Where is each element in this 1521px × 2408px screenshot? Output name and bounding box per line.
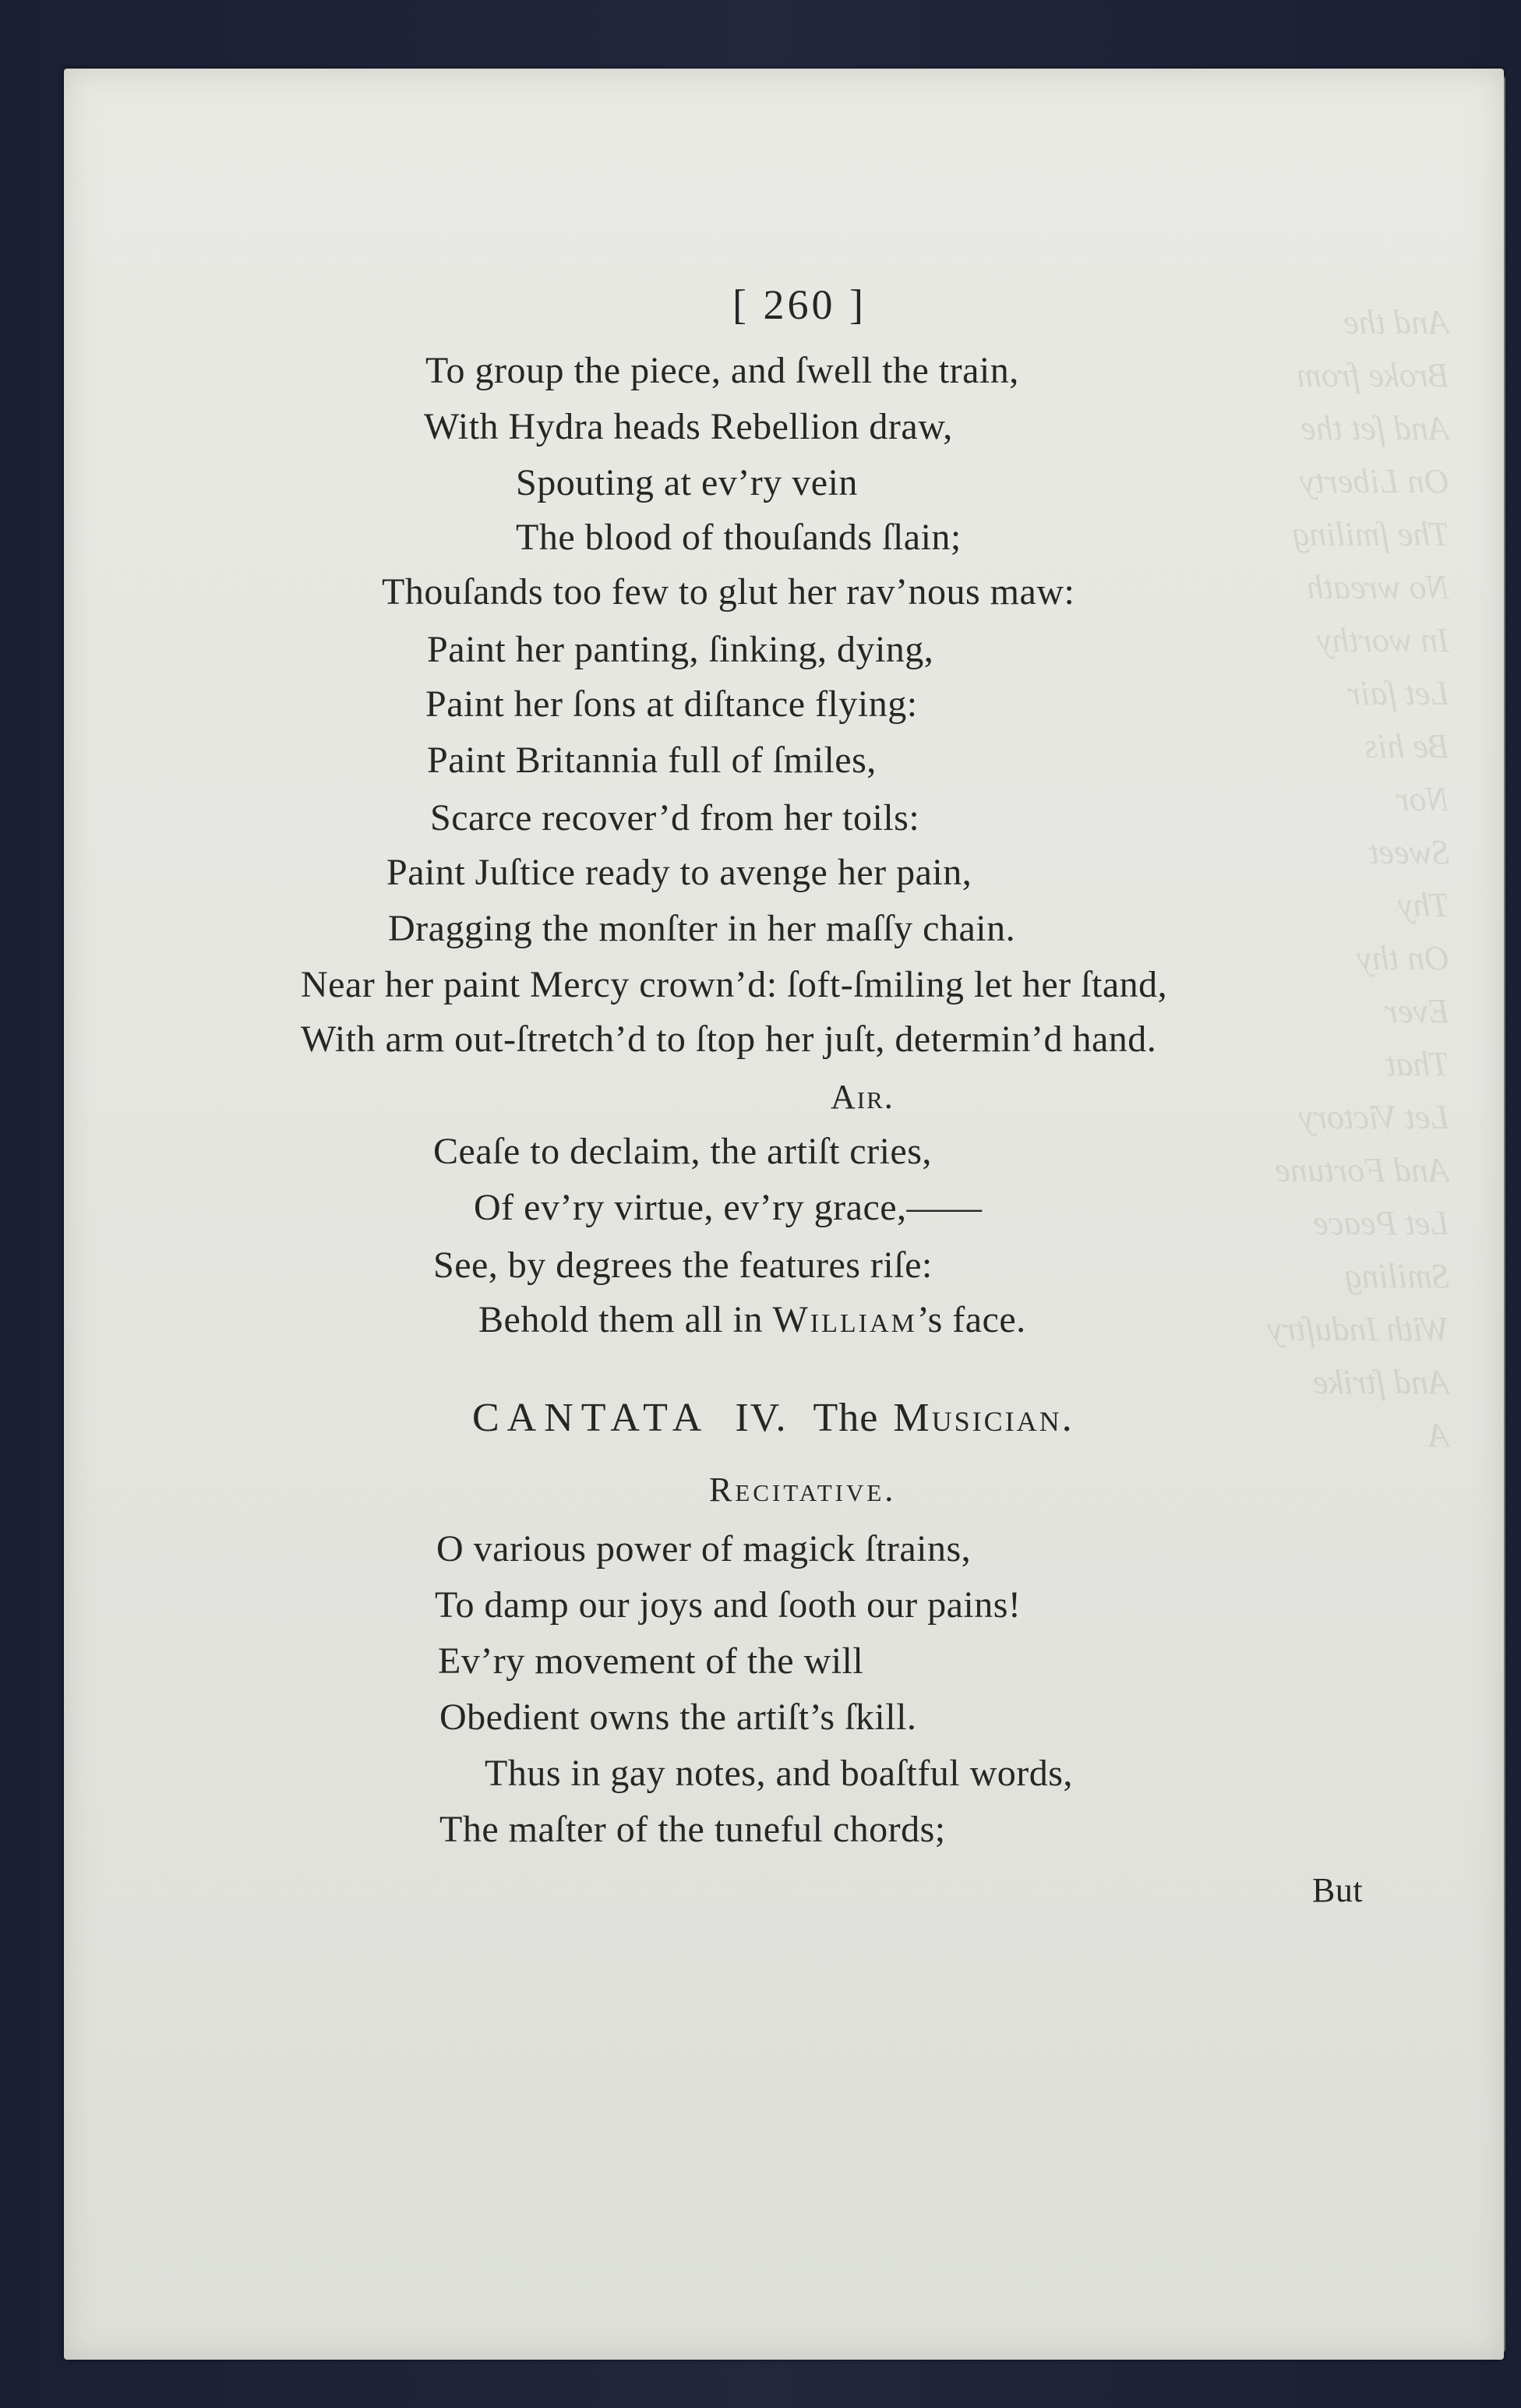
recitative-line-2: To damp our joys and ſooth our pains!	[435, 1584, 1022, 1626]
poem-line-4: The blood of thouſands ſlain;	[516, 517, 962, 558]
recitative-line-5: Thus in gay notes, and boaſtful words,	[485, 1753, 1073, 1794]
poem-line-3: Spouting at ev’ry vein	[516, 462, 858, 503]
show-through-text: And the Broke from And ſet the On Liberty The ſmiling No wreath In worthy Let ſair Be his Nor Sweet Thy On thy Ever That Let Victory And Fortune Let Peace Smiling With Induſtry And ſtrike A	[1267, 303, 1449, 1454]
poem-line-1: To group the piece, and ſwell the train,	[425, 350, 1019, 391]
recitative-line-6: The maſter of the tuneful chords;	[439, 1809, 946, 1850]
cantata-the: The	[813, 1396, 879, 1440]
poem-line-13: With arm out-ſtretch’d to ſtop her juſt, determin’d hand.	[301, 1019, 1157, 1060]
poem-line-8: Paint Britannia full of ſmiles,	[427, 740, 877, 781]
poem-line-5: Thouſands too few to glut her rav’nous maw:	[382, 571, 1075, 613]
poem-line-2: With Hydra heads Rebellion draw,	[424, 406, 953, 447]
air-heading: Air.	[831, 1078, 895, 1116]
air-line-4-end: ’s face.	[916, 1299, 1026, 1340]
recitative-heading: Recitative.	[709, 1471, 897, 1509]
cantata-heading	[472, 1395, 1075, 1441]
air-line-3: See, by degrees the features riſe:	[433, 1245, 933, 1286]
poem-line-10: Paint Juſtice ready to avenge her pain,	[386, 852, 972, 893]
william-name: William	[772, 1299, 917, 1340]
recitative-line-4: Obedient owns the artiſt’s ſkill.	[439, 1697, 917, 1738]
air-line-4	[478, 1298, 1026, 1341]
cantata-title: Musician.	[893, 1396, 1075, 1440]
page-number: [ 260 ]	[732, 281, 866, 328]
poem-line-9: Scarce recover’d from her toils:	[430, 797, 920, 839]
cantata-number: IV.	[735, 1396, 788, 1440]
air-line-1: Ceaſe to declaim, the artiſt cries,	[433, 1131, 932, 1172]
poem-line-6: Paint her panting, ſinking, dying,	[427, 629, 934, 670]
recitative-line-3: Ev’ry movement of the will	[438, 1640, 864, 1682]
air-line-4-start: Behold them all in	[478, 1299, 773, 1340]
air-line-2: Of ev’ry virtue, ev’ry grace,——	[474, 1187, 983, 1228]
poem-line-7: Paint her ſons at diſtance flying:	[425, 683, 918, 725]
catchword: But	[1312, 1871, 1364, 1909]
recitative-line-1: O various power of magick ſtrains,	[436, 1528, 972, 1569]
poem-line-11: Dragging the monſter in her maſſy chain.	[388, 908, 1016, 949]
cantata-word: CANTATA	[472, 1396, 710, 1440]
poem-line-12: Near her paint Mercy crown’d: ſoft-ſmiling let her ſtand,	[301, 964, 1168, 1005]
